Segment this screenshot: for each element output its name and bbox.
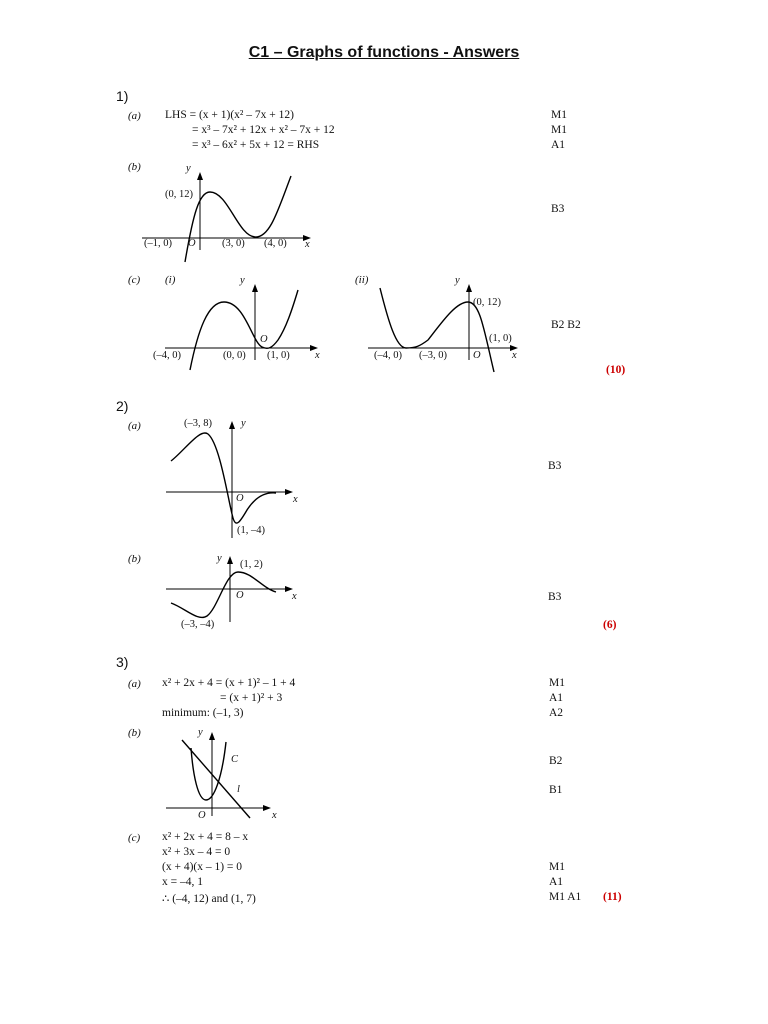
q3b-mark-2: B1 [549, 784, 563, 796]
q3c-line-2: x² + 3x – 4 = 0 [162, 846, 231, 858]
q1a-mark-3: A1 [551, 139, 566, 151]
q1b-x-label: x [305, 239, 310, 250]
q2b-mark: B3 [548, 591, 562, 603]
q3b-x-arrow [263, 805, 271, 811]
q1a-mark-2: M1 [551, 124, 567, 136]
q1b-label-m1-0: (–1, 0) [144, 238, 172, 249]
q3b-line [182, 740, 250, 818]
q1c-i-x-label: x [315, 350, 320, 361]
q2b-y-label: y [217, 553, 222, 564]
q2b-x-label: x [292, 591, 297, 602]
q2a-y-label: y [241, 418, 246, 429]
q1a-mark-1: M1 [551, 109, 567, 121]
q1c-ii-origin: O [473, 350, 481, 361]
q3a-mark-1: M1 [549, 677, 565, 689]
q2b-label-max: (1, 2) [240, 559, 263, 570]
q2a-mark: B3 [548, 460, 562, 472]
q3c-line-1: x² + 2x + 4 = 8 – x [162, 831, 249, 843]
q1-part-b-label: (b) [128, 161, 141, 173]
question-2-number: 2) [116, 398, 129, 414]
q2-total: (6) [603, 619, 617, 631]
q2a-label-max: (–3, 8) [184, 418, 212, 429]
q3-part-b-label: (b) [128, 727, 141, 739]
q1c-mark: B2 B2 [551, 319, 581, 331]
q1c-ii-label-m4-0: (–4, 0) [374, 350, 402, 361]
q2a-origin: O [236, 493, 244, 504]
page-title: C1 – Graphs of functions - Answers [248, 44, 520, 61]
q3b-x-label: x [272, 810, 277, 821]
q1b-label-0-12: (0, 12) [165, 189, 193, 200]
q1c-ii-label-1-0: (1, 0) [489, 333, 512, 344]
question-1-number: 1) [116, 88, 129, 104]
q3b-label-c: C [231, 754, 239, 765]
q1c-ii-label-m3-0: (–3, 0) [419, 350, 447, 361]
q1a-line-3: = x³ – 6x² + 5x + 12 = RHS [192, 139, 320, 151]
q3c-mark-3: M1 A1 [549, 891, 582, 903]
q1a-line-2: = x³ – 7x² + 12x + x² – 7x + 12 [192, 124, 335, 136]
q1c-i-y-label: y [240, 275, 245, 286]
q3a-line-3: minimum: (–1, 3) [162, 707, 244, 719]
q3b-y-label: y [198, 727, 203, 738]
q3c-mark-2: A1 [549, 876, 564, 888]
q1-total: (10) [606, 364, 626, 376]
q1c-ii-y-label: y [455, 275, 460, 286]
q3b-y-arrow [209, 732, 215, 740]
q1c-i-origin: O [260, 334, 268, 345]
q3c-line-4: x = –4, 1 [162, 876, 203, 888]
q1c-i-label-0-0: (0, 0) [223, 350, 246, 361]
question-3-number: 3) [116, 654, 129, 670]
q3-part-a-label: (a) [128, 678, 141, 690]
q1c-i-label-1-0: (1, 0) [267, 350, 290, 361]
q2b-label-min: (–3, –4) [181, 619, 215, 630]
q3b-origin: O [198, 810, 206, 821]
q1b-label-4-0: (4, 0) [264, 238, 287, 249]
q2-part-b-label: (b) [128, 553, 141, 565]
q3a-line-1: x² + 2x + 4 = (x + 1)² – 1 + 4 [162, 677, 296, 689]
q1c-i-label-m4-0: (–4, 0) [153, 350, 181, 361]
q1a-line-1: LHS = (x + 1)(x² – 7x + 12) [165, 109, 294, 121]
q2a-x-label: x [293, 494, 298, 505]
q3-part-c-label: (c) [128, 832, 141, 844]
q1b-label-3-0: (3, 0) [222, 238, 245, 249]
q3a-line-2: = (x + 1)² + 3 [220, 692, 283, 704]
q1b-y-label: y [186, 163, 191, 174]
q1c-ii-x-label: x [512, 350, 517, 361]
q3b-mark-1: B2 [549, 755, 563, 767]
q2-part-a-label: (a) [128, 420, 141, 432]
q1b-mark: B3 [551, 203, 565, 215]
q3b-label-l: l [237, 784, 240, 795]
q1c-ii-label-0-12: (0, 12) [473, 297, 501, 308]
q3c-line-3: (x + 4)(x – 1) = 0 [162, 861, 243, 873]
q1-part-a-label: (a) [128, 110, 141, 122]
q3c-line-5: ∴ (–4, 12) and (1, 7) [162, 893, 256, 905]
q1-part-c-label: (c) [128, 274, 141, 286]
q2a-label-min: (1, –4) [237, 525, 265, 536]
q1b-origin: O [188, 238, 196, 249]
q3a-mark-2: A1 [549, 692, 564, 704]
q2b-origin: O [236, 590, 244, 601]
q1c-ii-label: (ii) [355, 274, 369, 286]
q3-total: (11) [603, 891, 622, 903]
q3c-mark-1: M1 [549, 861, 565, 873]
q1c-i-label: (i) [165, 274, 176, 286]
q3a-mark-3: A2 [549, 707, 564, 719]
